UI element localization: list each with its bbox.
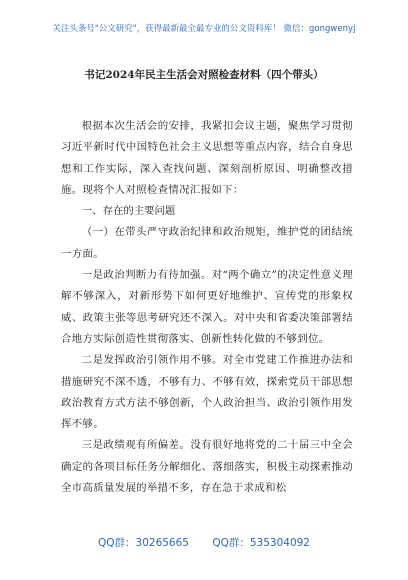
intro-paragraph: 根据本次生活会的安排，我紧扣会议主题，聚焦学习贯彻习近平新时代中国特色社会主义思想等重点内容，结合自身思想和工作实际，深入查找问题、深刻剖析原因、明确整改措施。现将个人对照检查情况汇报如下： [61,120,353,196]
footer-qq-group-1: QQ群：30265665 [98,537,189,549]
body-paragraph-2: 二是发挥政治引领作用不够。对全市党建工作推进办法和措施研究不深不透，不够有力、不够有效，探索党员干部思想政治教育方式方法不够创新，个人政治担当、政治引领作用发挥不够。 [61,354,353,431]
sub-heading: （一）在带头严守政治纪律和政治规矩，维护党的团结统一方面。 [61,226,353,260]
footer-qq-group-2: QQ群：535304092 [212,537,310,549]
section-heading: 一、存在的主要问题 [81,205,176,218]
body-paragraph-1: 一是政治判断力有待加强。对“两个确立”的决定性意义理解不够深入，对新形势下如何更好地维护、宣传党的形象权威、政策主张等思考研究还不深入。对中央和省委决策部署结合地方实际创造性贯彻落实、创新性转化做的不够到位。 [61,269,353,345]
top-banner: 关注头条号"公文研究"，获得最新最全最专业的公文资料库！ 微信：gongwenyj [52,23,356,33]
document-body [61,116,353,499]
footer [0,535,408,550]
body-paragraph-3: 三是政绩观有所偏差。没有很好地将党的二十届三中全会确定的各项目标任务分解细化、落细落实，积极主动探索推动全市高质量发展的举措不多，存在急于求成和松 [61,439,353,495]
document-title: 书记2024年民主生活会对照检查材料（四个带头） [84,69,324,81]
